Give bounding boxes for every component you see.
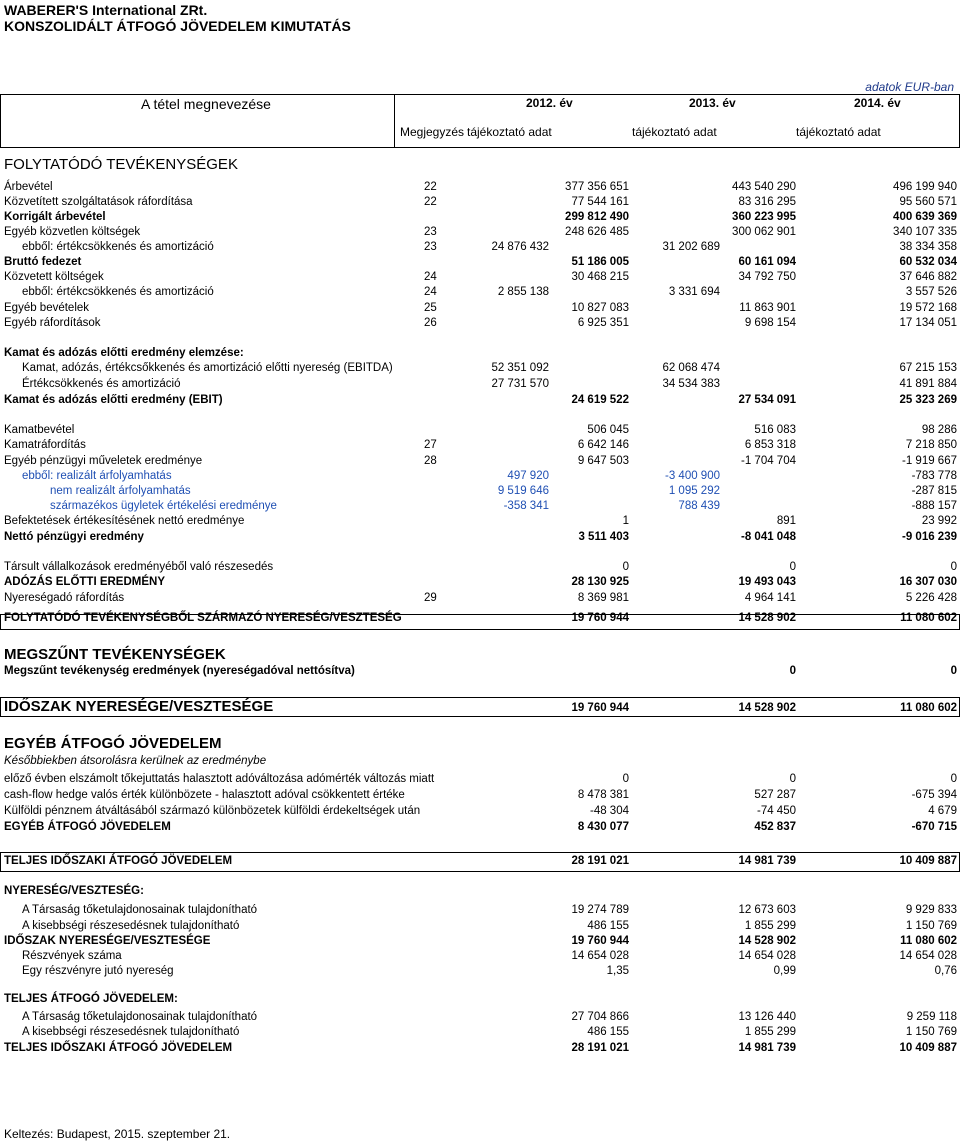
year-2014-header: 2014. év xyxy=(854,96,901,110)
value-2012: 30 468 215 xyxy=(571,271,629,283)
row-label: TELJES IDŐSZAKI ÁTFOGÓ JÖVEDELEM xyxy=(4,1042,233,1054)
value-2013-info: 31 202 689 xyxy=(662,241,720,253)
value-2013: 0 xyxy=(789,561,796,573)
value-2012: 299 812 490 xyxy=(565,211,629,223)
value-2012: 0 xyxy=(622,561,629,573)
row-label: ebből: realizált árfolyamhatás xyxy=(22,470,172,482)
value-2012: 19 760 944 xyxy=(571,702,629,714)
row-note: 24 xyxy=(424,286,437,298)
row-label: Részvények száma xyxy=(22,950,122,962)
value-2014: 11 080 602 xyxy=(900,935,957,947)
value-2012: 14 654 028 xyxy=(571,950,629,962)
row-note: 23 xyxy=(424,226,437,238)
value-2013: 14 528 902 xyxy=(738,702,796,714)
value-2012: 8 478 381 xyxy=(577,789,629,801)
value-2013-info: -3 400 900 xyxy=(665,470,720,482)
value-2013: 1 855 299 xyxy=(744,920,796,932)
row-label: Értékcsökkenés és amortizáció xyxy=(22,378,181,390)
value-2013-info: 788 439 xyxy=(678,500,720,512)
info-header-2014: tájékoztató adat xyxy=(796,125,881,139)
value-2012-info: 2 855 138 xyxy=(497,286,549,298)
value-2013: 14 528 902 xyxy=(738,935,796,947)
row-label: EGYÉB ÁTFOGÓ JÖVEDELEM xyxy=(4,821,171,833)
value-2014: 496 199 940 xyxy=(893,181,957,193)
value-2012: 77 544 161 xyxy=(571,196,629,208)
value-2013: 13 126 440 xyxy=(738,1011,796,1023)
value-2014: 9 929 833 xyxy=(905,904,957,916)
value-2014: -9 016 239 xyxy=(902,531,957,543)
value-2012-info: 27 731 570 xyxy=(491,378,549,390)
row-note: 24 xyxy=(424,271,437,283)
statement-title: KONSZOLIDÁLT ÁTFOGÓ JÖVEDELEM KIMUTATÁS xyxy=(4,18,351,34)
value-2012: 6 642 146 xyxy=(577,439,629,451)
value-2014: -287 815 xyxy=(911,485,957,497)
value-2014: 10 409 887 xyxy=(899,855,957,867)
value-2013: 452 837 xyxy=(754,821,796,833)
value-2012: 6 925 351 xyxy=(577,317,629,329)
section-period-profit: IDŐSZAK NYERESÉGE/VESZTESÉGE xyxy=(4,698,274,715)
row-label: Kamat és adózás előtti eredmény elemzése: xyxy=(4,347,244,359)
value-2013: 0 xyxy=(789,773,796,785)
value-2013: 27 534 091 xyxy=(738,394,796,406)
value-2013: 60 161 094 xyxy=(738,256,796,268)
value-2012-info: 52 351 092 xyxy=(491,362,549,374)
value-2012-info: 24 876 432 xyxy=(491,241,549,253)
value-2012-info: 9 519 646 xyxy=(497,485,549,497)
value-2013: 891 xyxy=(776,515,796,527)
value-2013-info: 34 534 383 xyxy=(662,378,720,390)
row-label: IDŐSZAK NYERESÉGE/VESZTESÉGE xyxy=(4,935,211,947)
row-label: Egy részvényre jutó nyereség xyxy=(22,965,174,977)
value-2014: 14 654 028 xyxy=(899,950,957,962)
value-2014: 9 259 118 xyxy=(906,1011,957,1023)
value-2012: 8 369 981 xyxy=(577,592,629,604)
row-label: Nettó pénzügyi eredmény xyxy=(4,531,144,543)
company-name: WABERER'S International ZRt. xyxy=(4,2,208,18)
row-note: 27 xyxy=(424,439,437,451)
value-2012: 51 186 005 xyxy=(571,256,629,268)
value-2014: 0 xyxy=(950,665,957,677)
row-label: Egyéb bevételek xyxy=(4,302,90,314)
value-2012: 24 619 522 xyxy=(571,394,629,406)
row-label: ADÓZÁS ELŐTTI EREDMÉNY xyxy=(4,576,166,588)
value-2012: 0 xyxy=(622,773,629,785)
row-note: 22 xyxy=(424,196,437,208)
value-2012: 8 430 077 xyxy=(577,821,629,833)
row-label: előző évben elszámolt tőkejuttatás halasztott adóváltozása adómérték változás miatt xyxy=(4,773,435,785)
row-label: Kamatbevétel xyxy=(4,424,75,436)
value-2014: 37 646 882 xyxy=(899,271,957,283)
row-label: A Társaság tőketulajdonosainak tulajdonítható xyxy=(22,1011,258,1023)
value-2014: 400 639 369 xyxy=(893,211,957,223)
row-label: TELJES IDŐSZAKI ÁTFOGÓ JÖVEDELEM xyxy=(4,855,233,867)
value-2014: 0 xyxy=(950,561,957,573)
value-2013: 6 853 318 xyxy=(744,439,796,451)
value-2013-info: 1 095 292 xyxy=(668,485,720,497)
row-label: FOLYTATÓDÓ TEVÉKENYSÉGBŐL SZÁRMAZÓ NYERESÉG/VESZTESÉG xyxy=(4,612,402,624)
value-2014: 67 215 153 xyxy=(899,362,957,374)
value-2014: 11 080 602 xyxy=(900,702,957,714)
row-note: 26 xyxy=(424,317,437,329)
value-2013-info: 3 331 694 xyxy=(668,286,720,298)
value-2014: 25 323 269 xyxy=(899,394,957,406)
value-2013: 300 062 901 xyxy=(732,226,796,238)
value-2012: 1 xyxy=(622,515,629,527)
value-2012: 9 647 503 xyxy=(577,455,629,467)
value-2012: 377 356 651 xyxy=(565,181,629,193)
value-2014: 7 218 850 xyxy=(905,439,957,451)
section-continuing: FOLYTATÓDÓ TEVÉKENYSÉGEK xyxy=(4,156,238,173)
value-2012-info: 497 920 xyxy=(507,470,549,482)
info-header-2013: tájékoztató adat xyxy=(632,125,717,139)
value-2012: 28 191 021 xyxy=(571,1042,629,1054)
value-2013: 11 863 901 xyxy=(739,302,796,314)
value-2013: 360 223 995 xyxy=(732,211,796,223)
row-label: A kisebbségi részesedésnek tulajdonítható xyxy=(22,920,240,932)
value-2013: 34 792 750 xyxy=(738,271,796,283)
value-2013: 14 981 739 xyxy=(738,855,796,867)
section-oci-subtitle: Későbbiekben átsorolásra kerülnek az eredménybe xyxy=(4,755,267,767)
value-2012: 19 760 944 xyxy=(571,612,629,624)
row-label: származékos ügyletek értékelési eredménye xyxy=(50,500,277,512)
value-2012: 28 191 021 xyxy=(571,855,629,867)
item-name-header: A tétel megnevezése xyxy=(141,96,271,112)
table-header xyxy=(0,94,960,148)
value-2014: -783 778 xyxy=(911,470,957,482)
row-note: 23 xyxy=(424,241,437,253)
row-label: Korrigált árbevétel xyxy=(4,211,106,223)
value-2012: -48 304 xyxy=(589,805,629,817)
row-label: Bruttó fedezet xyxy=(4,256,82,268)
row-note: 22 xyxy=(424,181,437,193)
value-2012: 486 155 xyxy=(587,920,629,932)
value-2012: 486 155 xyxy=(587,1026,629,1038)
value-2013: 83 316 295 xyxy=(738,196,796,208)
value-2013: 14 654 028 xyxy=(738,950,796,962)
row-label: Kamat, adózás, értékcsőkkenés és amortizáció előtti nyereség (EBITDA) xyxy=(22,362,393,374)
value-2012: 10 827 083 xyxy=(571,302,629,314)
value-2013: 9 698 154 xyxy=(744,317,796,329)
row-label: ebből: értékcsökkenés és amortizáció xyxy=(22,241,214,253)
row-label: Egyéb ráfordítások xyxy=(4,317,101,329)
value-2014: 95 560 571 xyxy=(899,196,957,208)
value-2014: 17 134 051 xyxy=(899,317,957,329)
row-label: Társult vállalkozások eredményéből való részesedés xyxy=(4,561,274,573)
value-2012: 28 130 925 xyxy=(571,576,629,588)
value-2013: 14 528 902 xyxy=(738,612,796,624)
row-label: A kisebbségi részesedésnek tulajdonítható xyxy=(22,1026,240,1038)
row-label: NYERESÉG/VESZTESÉG: xyxy=(4,885,144,897)
value-2012: 3 511 403 xyxy=(578,531,629,543)
value-2014: 340 107 335 xyxy=(893,226,957,238)
value-2014: 0 xyxy=(950,773,957,785)
info-header-2012: tájékoztató adat xyxy=(467,125,552,139)
value-2014: 19 572 168 xyxy=(899,302,957,314)
value-2014: 16 307 030 xyxy=(899,576,957,588)
value-2014: 38 334 358 xyxy=(899,241,957,253)
value-2014: -675 394 xyxy=(911,789,957,801)
value-2014: 41 891 884 xyxy=(899,378,957,390)
row-label: Nyereségadó ráfordítás xyxy=(4,592,125,604)
value-2013: 19 493 043 xyxy=(738,576,796,588)
value-2013: 1 855 299 xyxy=(744,1026,796,1038)
row-label: Külföldi pénznem átváltásából származó különbözetek külföldi érdekeltségek után xyxy=(4,805,421,817)
value-2014: 0,76 xyxy=(934,965,957,977)
value-2014: -670 715 xyxy=(911,821,957,833)
row-label: Egyéb pénzügyi műveletek eredménye xyxy=(4,455,203,467)
value-2013: -1 704 704 xyxy=(741,455,796,467)
row-label: Közvetett költségek xyxy=(4,271,104,283)
value-2012: 27 704 866 xyxy=(571,1011,629,1023)
row-label: A Társaság tőketulajdonosainak tulajdonítható xyxy=(22,904,258,916)
row-label: cash-flow hedge valós érték különbözete - halasztott adóval csökkentett értéke xyxy=(4,789,405,801)
value-2014: -1 919 667 xyxy=(902,455,957,467)
row-label: nem realizált árfolyamhatás xyxy=(50,485,191,497)
value-2013: 14 981 739 xyxy=(738,1042,796,1054)
value-2014: 60 532 034 xyxy=(899,256,957,268)
row-label: Közvetített szolgáltatások ráfordítása xyxy=(4,196,193,208)
value-2012: 248 626 485 xyxy=(565,226,629,238)
row-label: Megszűnt tevékenység eredmények (nyereségadóval nettósítva) xyxy=(4,665,355,677)
footer-date: Keltezés: Budapest, 2015. szeptember 21. xyxy=(4,1127,231,1141)
value-2013: -74 450 xyxy=(756,805,796,817)
value-2013: 0 xyxy=(789,665,796,677)
value-2014: -888 157 xyxy=(911,500,957,512)
value-2013: 12 673 603 xyxy=(738,904,796,916)
year-2013-header: 2013. év xyxy=(689,96,736,110)
value-2013: 0,99 xyxy=(773,965,796,977)
year-2012-header: 2012. év xyxy=(526,96,573,110)
value-2013-info: 62 068 474 xyxy=(662,362,720,374)
value-2012: 506 045 xyxy=(587,424,629,436)
value-2014: 3 557 526 xyxy=(905,286,957,298)
row-label: Árbevétel xyxy=(4,181,53,193)
value-2014: 98 286 xyxy=(921,424,957,436)
value-2012-info: -358 341 xyxy=(503,500,549,512)
value-2013: 516 083 xyxy=(754,424,796,436)
row-label: TELJES ÁTFOGÓ JÖVEDELEM: xyxy=(4,993,178,1005)
value-2014: 11 080 602 xyxy=(900,612,957,624)
value-2013: 527 287 xyxy=(754,789,796,801)
row-note: 29 xyxy=(424,592,437,604)
row-note: 28 xyxy=(424,455,437,467)
value-2013: 4 964 141 xyxy=(744,592,796,604)
section-oci: EGYÉB ÁTFOGÓ JÖVEDELEM xyxy=(4,735,222,752)
value-2014: 10 409 887 xyxy=(899,1042,957,1054)
value-2014: 1 150 769 xyxy=(905,1026,957,1038)
row-label: Kamat és adózás előtti eredmény (EBIT) xyxy=(4,394,223,406)
row-label: Kamatráfordítás xyxy=(4,439,86,451)
row-label: Egyéb közvetlen költségek xyxy=(4,226,141,238)
value-2012: 19 274 789 xyxy=(571,904,629,916)
row-label: ebből: értékcsökkenés és amortizáció xyxy=(22,286,214,298)
section-discontinued: MEGSZŰNT TEVÉKENYSÉGEK xyxy=(4,646,226,663)
row-note: 25 xyxy=(424,302,437,314)
value-2014: 5 226 428 xyxy=(905,592,957,604)
value-2014: 23 992 xyxy=(921,515,957,527)
value-2013: -8 041 048 xyxy=(741,531,796,543)
value-2013: 443 540 290 xyxy=(732,181,796,193)
row-label: Befektetések értékesítésének nettó eredménye xyxy=(4,515,245,527)
value-2014: 1 150 769 xyxy=(905,920,957,932)
currency-note: adatok EUR-ban xyxy=(865,80,954,94)
value-2012: 1,35 xyxy=(606,965,629,977)
value-2012: 19 760 944 xyxy=(571,935,629,947)
note-header: Megjegyzés xyxy=(400,125,465,139)
value-2014: 4 679 xyxy=(928,805,957,817)
